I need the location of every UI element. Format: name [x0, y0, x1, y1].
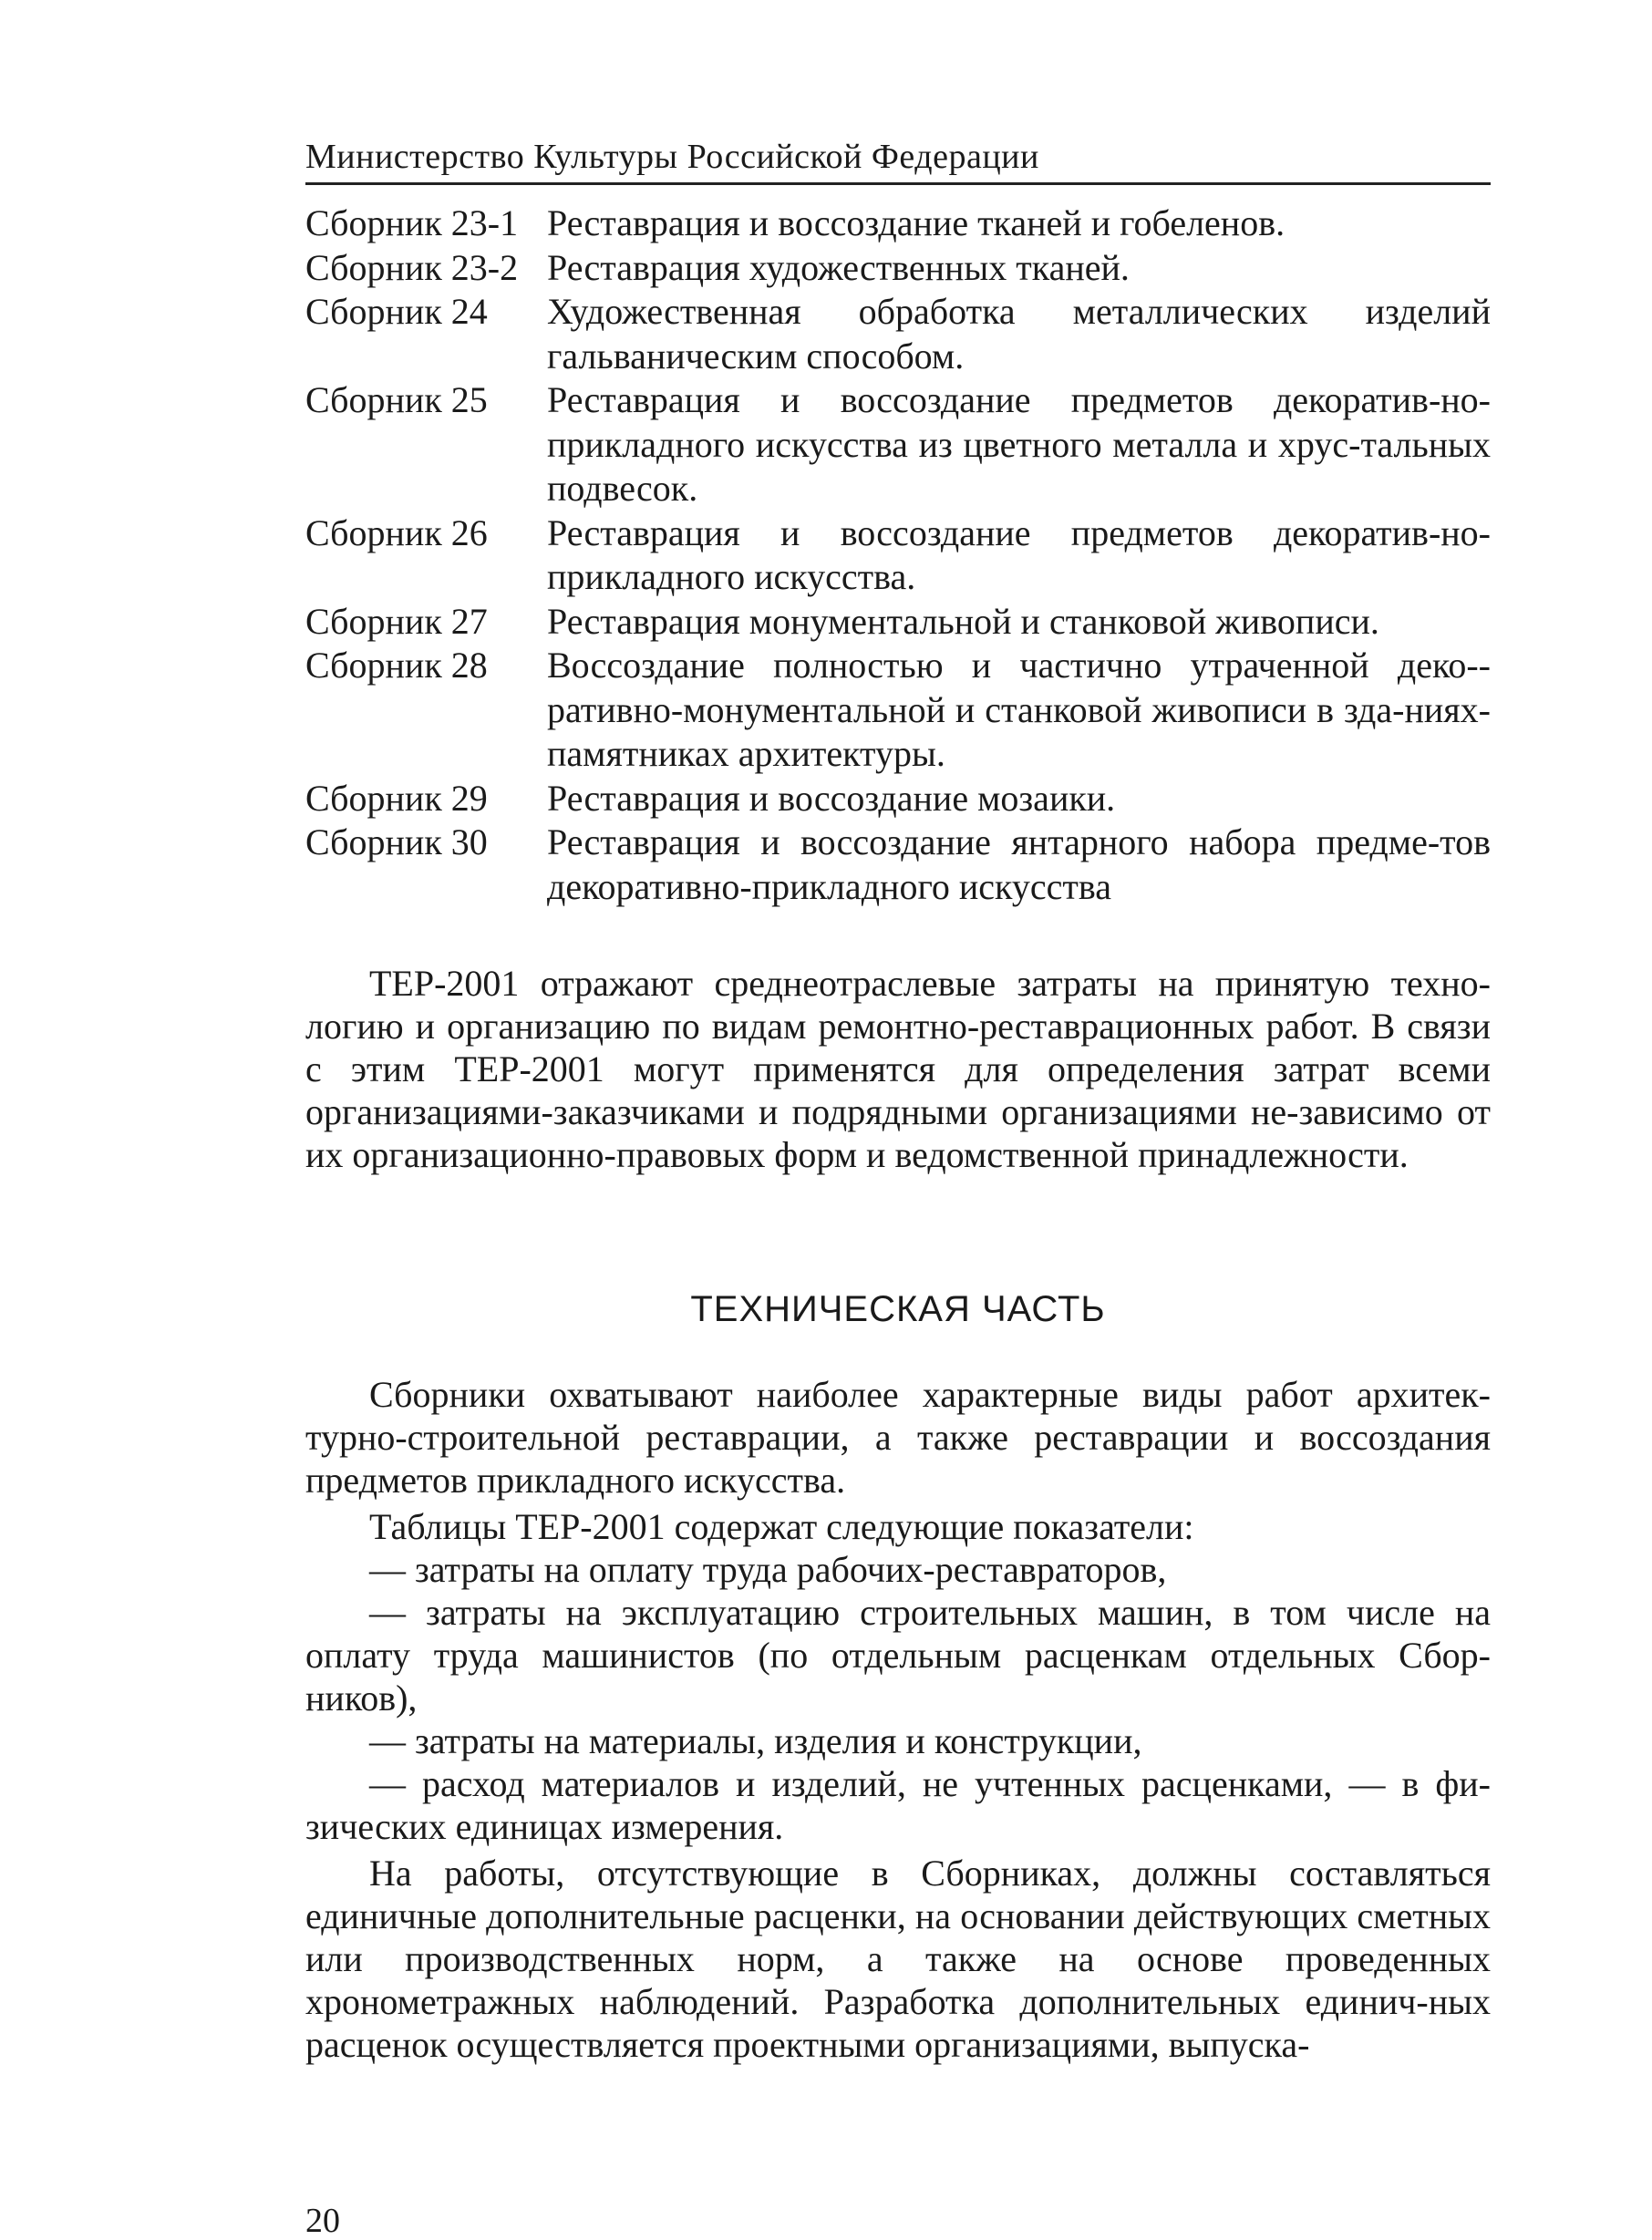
collection-title: Реставрация и воссоздание янтарного набора предме-тов декоративно-прикладного искусства: [547, 821, 1491, 907]
collection-number: Сборник 23-2: [305, 246, 519, 288]
collection-number: Сборник 25: [305, 379, 488, 420]
collection-title: Реставрация и воссоздание предметов декоратив-но-прикладного искусства.: [547, 511, 1491, 597]
collection-title: Реставрация художественных тканей.: [547, 246, 1130, 288]
list-item: — расход материалов и изделий, не учтенных расценками, — в фи-зических единицах измерения.: [305, 1763, 1491, 1847]
collection-title: Реставрация и воссоздание мозаики.: [547, 777, 1116, 819]
collection-number: Сборник 30: [305, 821, 488, 862]
collection-title: Реставрация монументальной и станковой живописи.: [547, 600, 1379, 642]
collection-number: Сборник 27: [305, 600, 488, 642]
collection-item: [305, 777, 1491, 821]
collection-item: [305, 290, 1491, 378]
technical-section: [305, 1373, 1491, 2066]
collection-item: [305, 511, 1491, 600]
collection-item: [305, 644, 1491, 777]
document-page: [305, 137, 1491, 2066]
section-paragraph: Таблицы ТЕР-2001 содержат следующие показатели:: [369, 1506, 1194, 1547]
collection-title: Воссоздание полностью и частично утраченной деко-ративно-монументальной и станковой живописи в зда-ниях-памятниках архитектуры.: [547, 645, 1491, 774]
collection-item: [305, 201, 1491, 246]
collection-number: Сборник 23-1: [305, 202, 519, 243]
running-header: Министерство Культуры Российской Федерации: [305, 137, 1491, 185]
section-paragraph: На работы, отсутствующие в Сборниках, должны составляться единичные дополнительные расценки, на основании действующих сметных или производственных норм, а также на основе проведенных хронометражных наблюдений. Разработка дополнительных единич-ных расценок осуществляется проектными организациями, выпуска-: [305, 1853, 1491, 2065]
intro-paragraph: ТЕР-2001 отражают среднеотраслевые затраты на принятую техно-логию и организацию по видам ремонтно-реставрационных работ. В связи с этим ТЕР-2001 могут применятся для определения затрат всеми организациями-заказчиками и подрядными организациями не-зависимо от их организационно-правовых форм и ведомственной принадлежности.: [305, 963, 1491, 1175]
collection-number: Сборник 26: [305, 511, 488, 553]
collection-item: [305, 821, 1491, 909]
collection-title: Реставрация и воссоздание предметов декоратив-но-прикладного искусства из цветного металла и хрус-тальных подвесок.: [547, 379, 1491, 509]
collection-item: [305, 600, 1491, 645]
list-item: — затраты на материалы, изделия и конструкции,: [369, 1720, 1142, 1761]
collection-item: [305, 378, 1491, 511]
collection-title: Реставрация и воссоздание тканей и гобеленов.: [547, 202, 1285, 243]
collection-number: Сборник 24: [305, 291, 488, 332]
collection-number: Сборник 29: [305, 777, 488, 819]
list-item: — затраты на эксплуатацию строительных машин, в том числе на оплату труда машинистов (по отдельным расценкам отдельных Сбор-ников),: [305, 1592, 1491, 1719]
page-number: 20: [305, 2202, 340, 2240]
collections-list: [305, 201, 1491, 909]
collection-number: Сборник 28: [305, 645, 488, 686]
section-title: ТЕХНИЧЕСКАЯ ЧАСТЬ: [690, 1289, 1106, 1329]
section-paragraph: Сборники охватывают наиболее характерные виды работ архитек-турно-строительной реставрации, а также реставрации и воссоздания предметов прикладного искусства.: [305, 1374, 1491, 1501]
list-item: — затраты на оплату труда рабочих-реставраторов,: [369, 1549, 1167, 1590]
collection-title: Художественная обработка металлических изделий гальваническим способом.: [547, 291, 1491, 377]
collection-item: [305, 246, 1491, 291]
